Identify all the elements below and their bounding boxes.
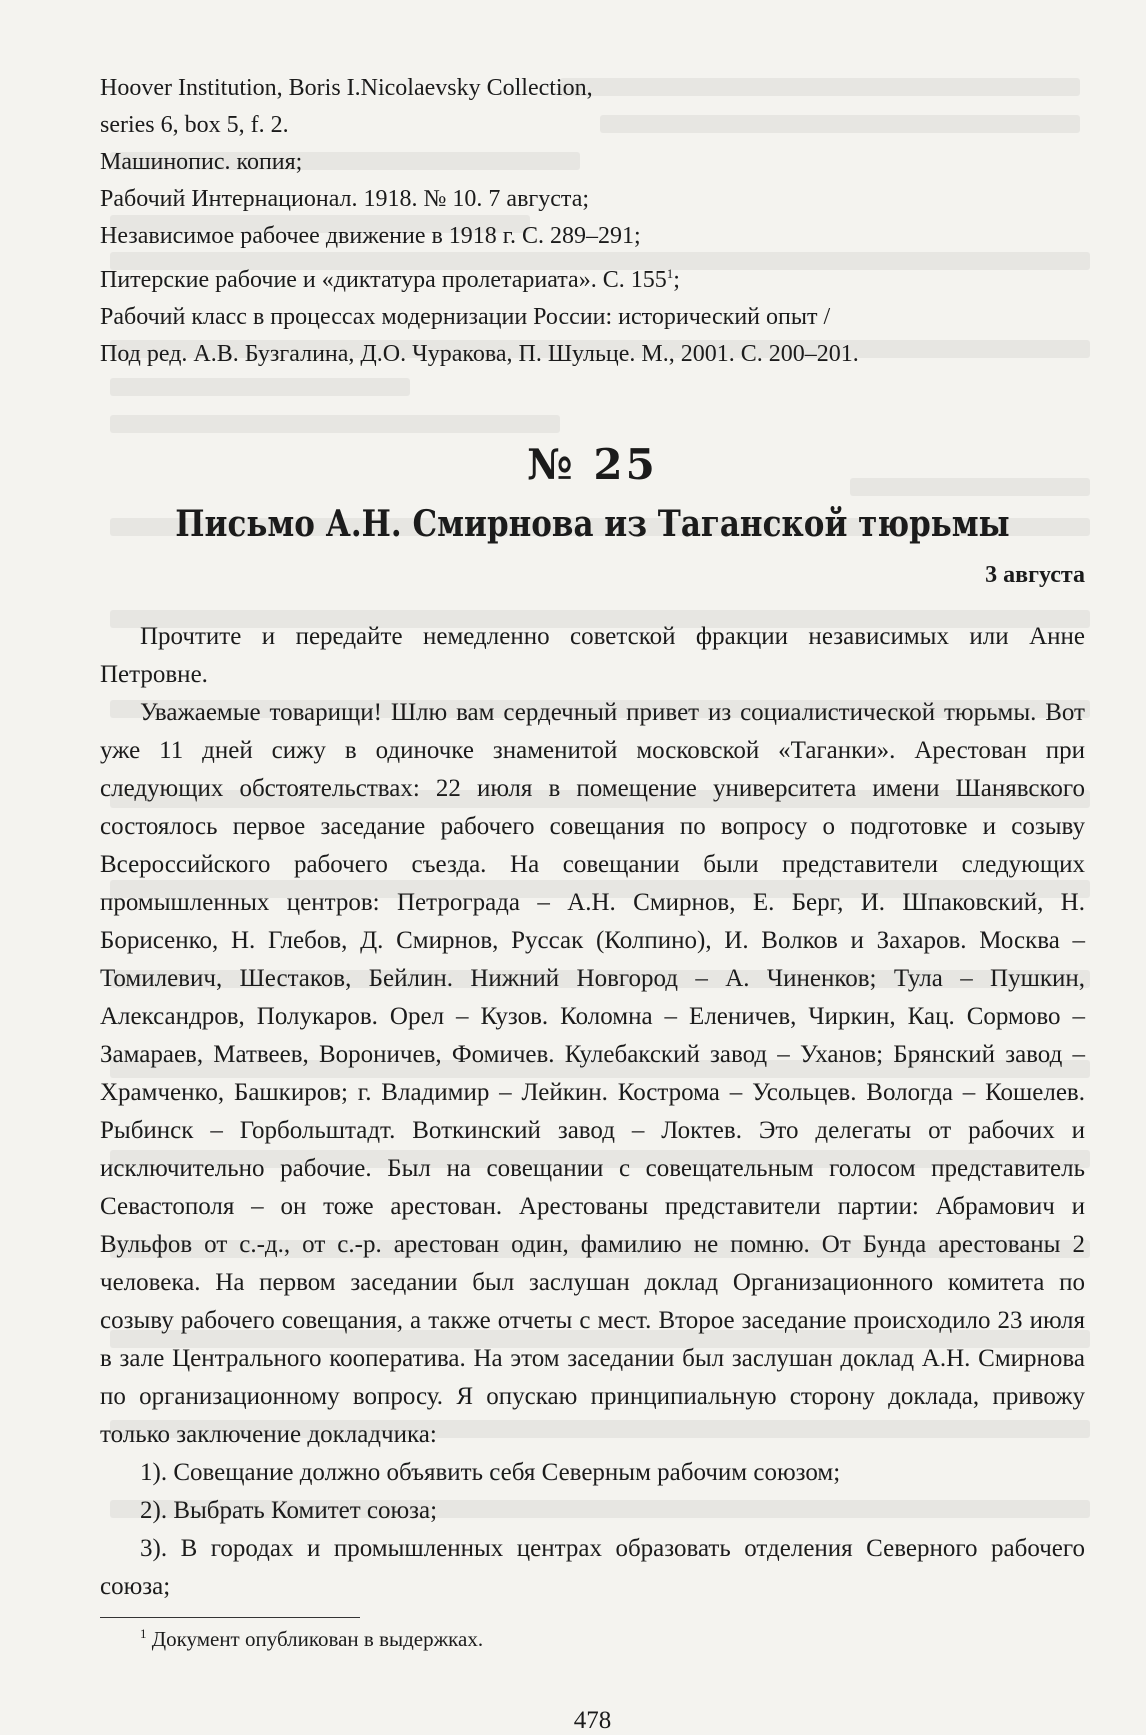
document-number: № 25 [527, 440, 658, 489]
list-item: 2). Выбрать Комитет союза; [140, 1497, 438, 1524]
source-line: Рабочий Интернационал. 1918. № 10. 7 августа; [100, 186, 590, 212]
list-item: 3). В городах и промышленных центрах образовать отделения Северного рабочего союза; [100, 1535, 1085, 1600]
footnote-number: 1 [140, 1626, 147, 1641]
source-line [100, 255, 1085, 299]
footnote-divider [100, 1617, 360, 1618]
source-line-suffix: ; [673, 267, 680, 293]
source-line: Машинопис. копия; [100, 149, 303, 175]
document-page [100, 70, 1085, 1734]
footnote-text: Документ опубликован в выдержках. [151, 1627, 484, 1651]
page-number: 478 [573, 1707, 612, 1734]
paragraph: Прочтите и передайте немедленно советской фракции независимых или Анне Петровне. [100, 623, 1085, 688]
footnote-marker: 1 [666, 266, 674, 281]
document-date: 3 августа [985, 562, 1085, 588]
document-title: Письмо А.Н. Смирнова из Таганской тюрьмы [175, 503, 1010, 545]
source-line: Под ред. А.В. Бузгалина, Д.О. Чуракова, П. Шульце. М., 2001. С. 200–201. [100, 341, 859, 367]
source-line-text: Питерские рабочие и «диктатура пролетариата». С. 155 [100, 267, 667, 293]
letter-body [100, 618, 1085, 1606]
source-line: series 6, box 5, f. 2. [100, 112, 289, 138]
list-item: 1). Совещание должно объявить себя Северным рабочим союзом; [140, 1459, 841, 1486]
source-line: Hoover Institution, Boris I.Nicolaevsky Collection, [100, 75, 593, 101]
source-references [100, 70, 1085, 373]
footnote [140, 1626, 483, 1652]
paragraph: Уважаемые товарищи! Шлю вам сердечный привет из социалистической тюрьмы. Вот уже 11 дней сижу в одиночке знаменитой московской «Таганки». Арестован при следующих обстоятельствах: 22 июля в помещение университета имени Шанявского состоялось первое заседание рабочего совещания по вопросу о подготовке и созыву Всероссийского рабочего съезда. На совещании были представители следующих промышленных центров: Петрограда – А.Н. Смирнов, Е. Берг, И. Шпаковский, Н. Борисенко, Н. Глебов, Д. Смирнов, Руссак (Колпино), И. Волков и Захаров. Москва – Томилевич, Шестаков, Бейлин. Нижний Новгород – А. Чиненков; Тула – Пушкин, Александров, Полукаров. Орел – Кузов. Коломна – Еленичев, Чиркин, Кац. Сормово – Замараев, Матвеев, Вороничев, Фомичев. Кулебакский завод – Уханов; Брянский завод – Храмченко, Башкиров; г. Владимир – Лейкин. Кострома – Усольцев. Вологда – Кошелев. Рыбинск – Горбольштадт. Воткинский завод – Локтев. Это делегаты от рабочих и исключительно рабочие. Был на совещании с совещательным голосом представитель Севастополя – он тоже арестован. Арестованы представители партии: Абрамович и Вульфов от с.-д., от с.-р. арестован один, фамилию не помню. От Бунда арестованы 2 человека. На первом заседании был заслушан доклад Организационного комитета по созыву рабочего совещания, а также отчеты с мест. Второе заседание происходило 23 июля в зале Центрального кооператива. На этом заседании был заслушан доклад А.Н. Смирнова по организационному вопросу. Я опускаю принципиальную сторону доклада, привожу только заключение докладчика: [100, 699, 1085, 1448]
source-line: Рабочий класс в процессах модернизации России: исторический опыт / [100, 304, 831, 330]
source-line: Независимое рабочее движение в 1918 г. С. 289–291; [100, 223, 641, 249]
